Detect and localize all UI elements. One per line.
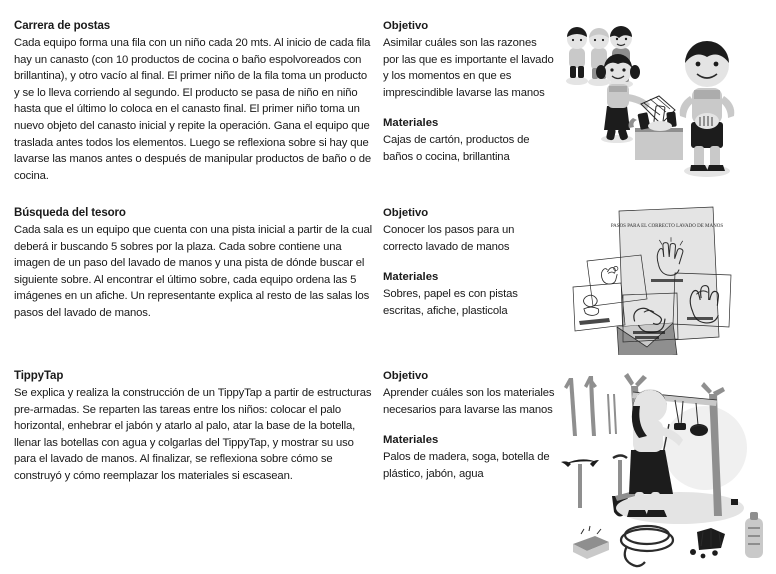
activity-title: Búsqueda del tesoro [14, 207, 126, 219]
materiales-label: Materiales [383, 117, 439, 130]
activity-title: Carrera de postas [14, 20, 111, 32]
plastic-bottle [745, 512, 763, 558]
materiales-label: Materiales [383, 271, 439, 284]
activity-meta-column [375, 368, 555, 568]
poster-title-text: PASOS PARA EL CORRECTO LAVADO DE MANOS [610, 224, 724, 229]
basket-with-products [629, 96, 684, 160]
activity-meta-column [375, 18, 555, 190]
background-children [566, 27, 588, 85]
objetivo-label: Objetivo [383, 207, 429, 219]
activity-meta-column [375, 205, 555, 355]
soap-bar [573, 526, 609, 559]
objetivo-text: Asimilar cuáles son las razones por las que es importante el lavado y los momentos en que es imprescindible lavarse las manos [383, 37, 554, 99]
activity-illustration-column [555, 368, 776, 568]
clue-card-lower-left [573, 283, 625, 331]
rope-coil [621, 526, 673, 566]
objetivo-text: Conocer los pasos para un correcto lavado de manos [383, 224, 515, 253]
wooden-sticks [564, 376, 617, 436]
materiales-text: Cajas de cartón, productos de baños o cocina, brillantina [383, 134, 530, 163]
activity-description: Se explica y realiza la construcción de un TippyTap a partir de estructuras pre-armadas. Se reparten las tareas entre los niños: colocar el palo horizontal, enhebrar el jabón y atarlo al palo, atar la base de la botella, llenar las botellas con agua y colgarlas del TippyTap, y mostrar su uso para el lavado de manos. Al finalizar, se reflexiona sobre cómo se construyó y cómo reemplazar los materiales si escasean. [14, 387, 372, 482]
activity-block-busqueda-del-tesoro [0, 205, 776, 355]
activity-description: Cada sala es un equipo que cuenta con una pista inicial a partir de la cual deberá ir buscando 5 sobres por la plaza. Cada sobre contiene una imagen de un paso del lavado de manos y una pista de dónde buscar el siguiente sobre. Al encontrar el último sobre, cada equipo ordena las 5 imágenes en un afiche. Un representante explica al resto de las salas los pasos del lavado de manos. [14, 224, 373, 319]
materiales-text: Palos de madera, soga, botella de plástico, jabón, agua [383, 451, 550, 480]
objetivo-label: Objetivo [383, 370, 429, 382]
small-block [731, 499, 738, 505]
objetivo-text: Aprender cuáles son los materiales necesarios para lavarse las manos [383, 387, 555, 416]
activity-description-column [0, 205, 375, 355]
activity-description: Cada equipo forma una fila con un niño cada 20 mts. Al inicio de cada fila hay un canasto (con 10 productos de cocina o baño espolvoreados con brillantina), y otro vacío al final. El primer niño de la fila toma un producto y se lo lleva corriendo al segundo. El producto se pasa de niño en niño hasta que el último lo coloca en el canasto final. El primer niño toma un nuevo objeto del canasto inicial y repite la operación. Gana el equipo que traslada antes todos los elementos. Luego se reflexiona sobre si hay que lavarse las manos antes o después de manipular productos de baño o de cocina. [14, 37, 372, 182]
boy-foreground [680, 41, 735, 177]
objetivo-label: Objetivo [383, 20, 429, 32]
activity-illustration-column [555, 18, 776, 190]
activity-description-column [0, 368, 375, 568]
tippytap-construction-illustration [555, 368, 771, 568]
children-relay-race-illustration [555, 18, 771, 183]
activity-description-column [0, 18, 375, 190]
materiales-label: Materiales [383, 434, 439, 447]
pickaxe [561, 459, 599, 508]
activity-block-carrera-de-postas [0, 18, 776, 190]
envelopes-and-handwashing-poster-illustration [555, 205, 771, 355]
materiales-text: Sobres, papel es con pistas escritas, afiche, plasticola [383, 288, 518, 317]
charcoal-pile [690, 528, 725, 558]
activity-illustration-column [555, 205, 776, 355]
activity-block-tippytap [0, 368, 776, 568]
activity-title: TippyTap [14, 370, 64, 382]
